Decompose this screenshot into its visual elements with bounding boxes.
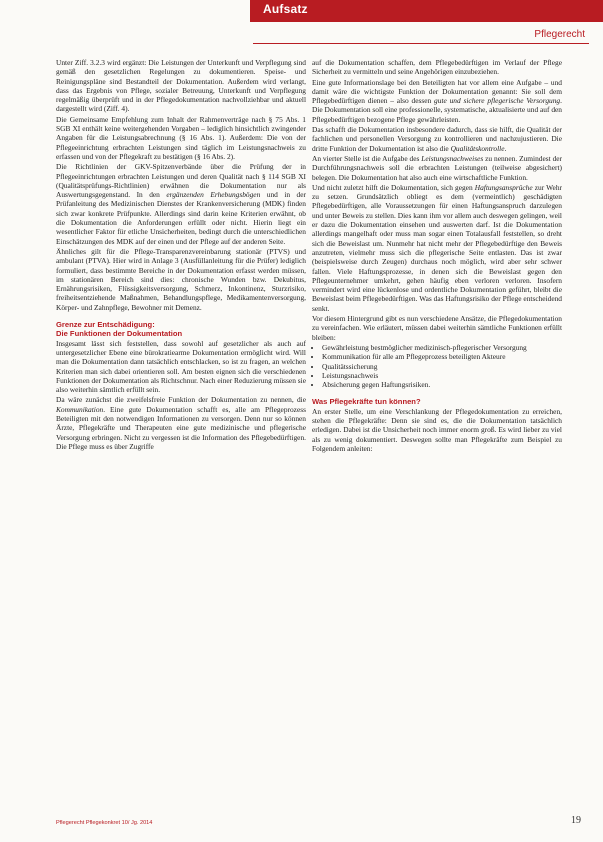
paragraph: Und nicht zuletzt hilft die Dokumentation, sich gegen Haftungsansprüche zur Wehr zu setzen. Grundsätzlich obliegt es dem (vermeintlich) geschädigten Pflegebedürftigen, alle Voraussetzungen für einen Haftungsanspruch darzulegen und unter Beweis zu stellen. Dies kann ihm vor allem auch deswegen gelingen, weil er dazu die Dokumentation einsehen und auswerten darf. Ist die Dokumentation allerdings mangelhaft oder muss man sogar einen Totalausfall feststellen, so dreht sich die Beweislast um. Nunmehr hat nicht mehr der Pflegebedürftige den Beweis anzutreten, vielmehr muss sich die pflegerische Seite entlasten. Das ist zwar (beispielsweise durch Zeugen) durchaus noch möglich, wird aber sehr schwer fallen. Viele Haftungsprozesse, in denen sich die Beweislast gegen den Pflegeunternehmer umkehrt, gehen häufig eben verloren verloren. Insofern vermindert wird eine lückenlose und ordentliche Dokumentation geführt, bleibt die Beweislast beim Pflegebedürftigen. Was das Haftungsrisiko der Pflege entscheidend senkt. <box>312 182 562 313</box>
paragraph: Die Gemeinsame Empfehlung zum Inhalt der Rahmenverträge nach § 75 Abs. 1 SGB XI enthält keine weitergehenden Vorgaben – lediglich hinsichtlich zwingender Angaben für die Leistungsabrechnung (§ 16 Abs. 1). Außerdem: Die von der Pflegeeinrichtung erbrachten Leistungen sind täglich im Leistungsnachweis zu erfassen und von der Pflegekraft zu bestätigen (§ 16 Abs. 2). <box>56 114 306 161</box>
list-item: • Absicherung gegen Haftungsrisiken. <box>322 380 562 389</box>
list-item: • Gewährleistung bestmöglicher medizinisch-pflegerischer Versorgung <box>322 343 562 352</box>
paragraph: Da wäre zunächst die zweifelsfreie Funktion der Dokumentation zu nennen, die Kommunikation. Eine gute Dokumentation schafft es, alle am Pflegeprozess Beteiligten mit den notwendigen Informationen zu versorgen. Denn nur so können Ärzte, Pflegekräfte und Therapeuten eine gute medizinische und pflegerische Versorgung erbringen. Nicht zu vergessen ist die Information des Pflegebedürftigen. Die Pflege muss es über Zugriffe <box>56 395 306 451</box>
paragraph: An erster Stelle, um eine Verschlankung der Pflegedokumentation zu erreichen, stehen die Pflegekräfte: Denn sie sind es, die die Dokumentation tatsächlich erledigen. Dabei ist die Unsicherheit noch immer enorm groß. Es wird lieber zu viel als zu wenig dokumentiert. Deswegen sollte man Pflegekräfte zum Beispiel zu Folgendem anleiten: <box>312 406 562 453</box>
header-rule <box>253 43 589 44</box>
paragraph: auf die Dokumentation schaffen, dem Pflegebedürftigen im Verlauf der Pflege Sicherheit zu vermitteln und seine Angehörigen einzubeziehen. <box>312 58 562 77</box>
paragraph: Vor diesem Hintergrund gibt es nun verschiedene Ansätze, die Pflegedokumentation zu vereinfachen. Wie erläutert, müssen dabei weiterhin sämtliche Funktionen erfüllt bleiben: <box>312 314 562 342</box>
list-item: • Qualitätssicherung <box>322 362 562 371</box>
paragraph: An vierter Stelle ist die Aufgabe des Leistungsnachweises zu nennen. Zumindest der Durchführungsnachweis soll die erbrachten Leistungen (teilweise abgesichert) belegen. Die Dokumentation hat also auch eine wirtschaftliche Funktion. <box>312 153 563 182</box>
section-label: Aufsatz <box>263 2 308 16</box>
paragraph: Eine gute Informationslage bei den Beteiligten hat vor allem eine Aufgabe – und damit wäre die wichtigste Funktion der Dokumentation genannt: Sie soll dem Pflegebedürftigen dienen – also dessen gute und sichere pflegerische Versorgung. Die Dokumentation soll eine professionelle, systematische, aktualisierte und auf den Pflegebedürftigen bezogene Pflege gewährleisten. <box>312 77 562 124</box>
left-column <box>56 58 306 452</box>
function-list <box>312 343 562 389</box>
list-item: • Leistungsnachweis <box>322 371 562 380</box>
section-heading: Grenze zur Entschädigung: Die Funktionen der Dokumentation <box>56 320 183 339</box>
paragraph: Die Richtlinien der GKV-Spitzenverbände über die Prüfung der in Pflegeeinrichtungen erbrachten Leistungen und deren Qualität nach § 114 SGB XI (Qualitätsprüfungs-Richtlinien) erwähnen die Dokumentation nur als Auswertungsgegenstand. In den ergänzenden Erhebungsbögen und in der Prüfanleitung des Medizinischen Dienstes der Krankenversicherung (MDK) finden sich zwar konkrete Prüfpunkte. Allerdings sind darin keine Kriterien erwähnt, ob die Dokumentation die Anforderungen erfüllt oder nicht. Hierin liegt ein wesentlicher Faktor für etliche Unsicherheiten, bedingt durch die unterschiedlichen Einschätzungen des MDK auf der einen und der Pflege auf der anderen Seite. <box>56 162 306 246</box>
list-item: • Kommunikation für alle am Pflegeprozess beteiligten Akteure <box>322 352 562 361</box>
section-heading: Was Pflegekräfte tun können? <box>312 397 421 407</box>
right-column <box>312 58 562 454</box>
paragraph: Unter Ziff. 3.2.3 wird ergänzt: Die Leistungen der Unterkunft und Verpflegung sind gemäß den gesetzlichen Regelungen zu dokumentieren. Speise- und Reinigungspläne sind Bestandteil der Dokumentation. Außerdem wird verlangt, dass das Ergebnis von Pflege, sozialer Betreuung, Unterkunft und Verpflegung regelmäßig überprüft und in der Pflegedokumentation nachvollziehbar und aktuell dargestellt wird (Ziff. 4). <box>56 58 306 114</box>
page-number: 19 <box>571 815 581 826</box>
paragraph: Insgesamt lässt sich feststellen, dass sowohl auf gesetzlicher als auch auf untergesetzlicher Ebene eine bürokratiearme Dokumentation ermöglicht wird. Will man die Dokumentation dann tatsächlich entschlacken, so ist zu fragen, an welchen Kriterien man sich dabei orientieren soll. Am besten eignen sich die verschiedenen Funktionen der Dokumentation als Richtschnur. Nach einer Reduzierung müssen sie also weiterhin sämtlich erfüllt sein. <box>56 338 306 395</box>
category-label: Pflegerecht <box>534 29 585 40</box>
paragraph: Ähnliches gilt für die Pflege-Transparenzvereinbarung stationär (PTVS) und ambulant (PTVA). Hier wird in Anlage 3 (Ausfüllanleitung für die Prüfer) lediglich formuliert, dass bestimmte Bereiche in der Dokumentation erfasst werden müssen, im stationären Bereich sind dies: chronische Wunden bzw. Dekubitus, Ernährungsrisiken, Flüssigkeitsversorgung, Schmerz, Inkontinenz, Sturzrisiko, freiheitsentziehende Maßnahmen, Behandlungspflege, Medikamentenversorgung, Körper- und Zahnpflege, Bewohner mit Demenz. <box>56 246 306 312</box>
paragraph: Das schafft die Dokumentation insbesondere dadurch, dass sie hilft, die Qualität der fachlichen und personellen Versorgung zu kontrollieren und nachzujustieren. Die dritte Funktion der Dokumentation ist also die Qualitätskontrolle. <box>312 125 562 153</box>
journal-footer: Pflegerecht Pflegekonkret 10/ Jg. 2014 <box>56 820 153 826</box>
